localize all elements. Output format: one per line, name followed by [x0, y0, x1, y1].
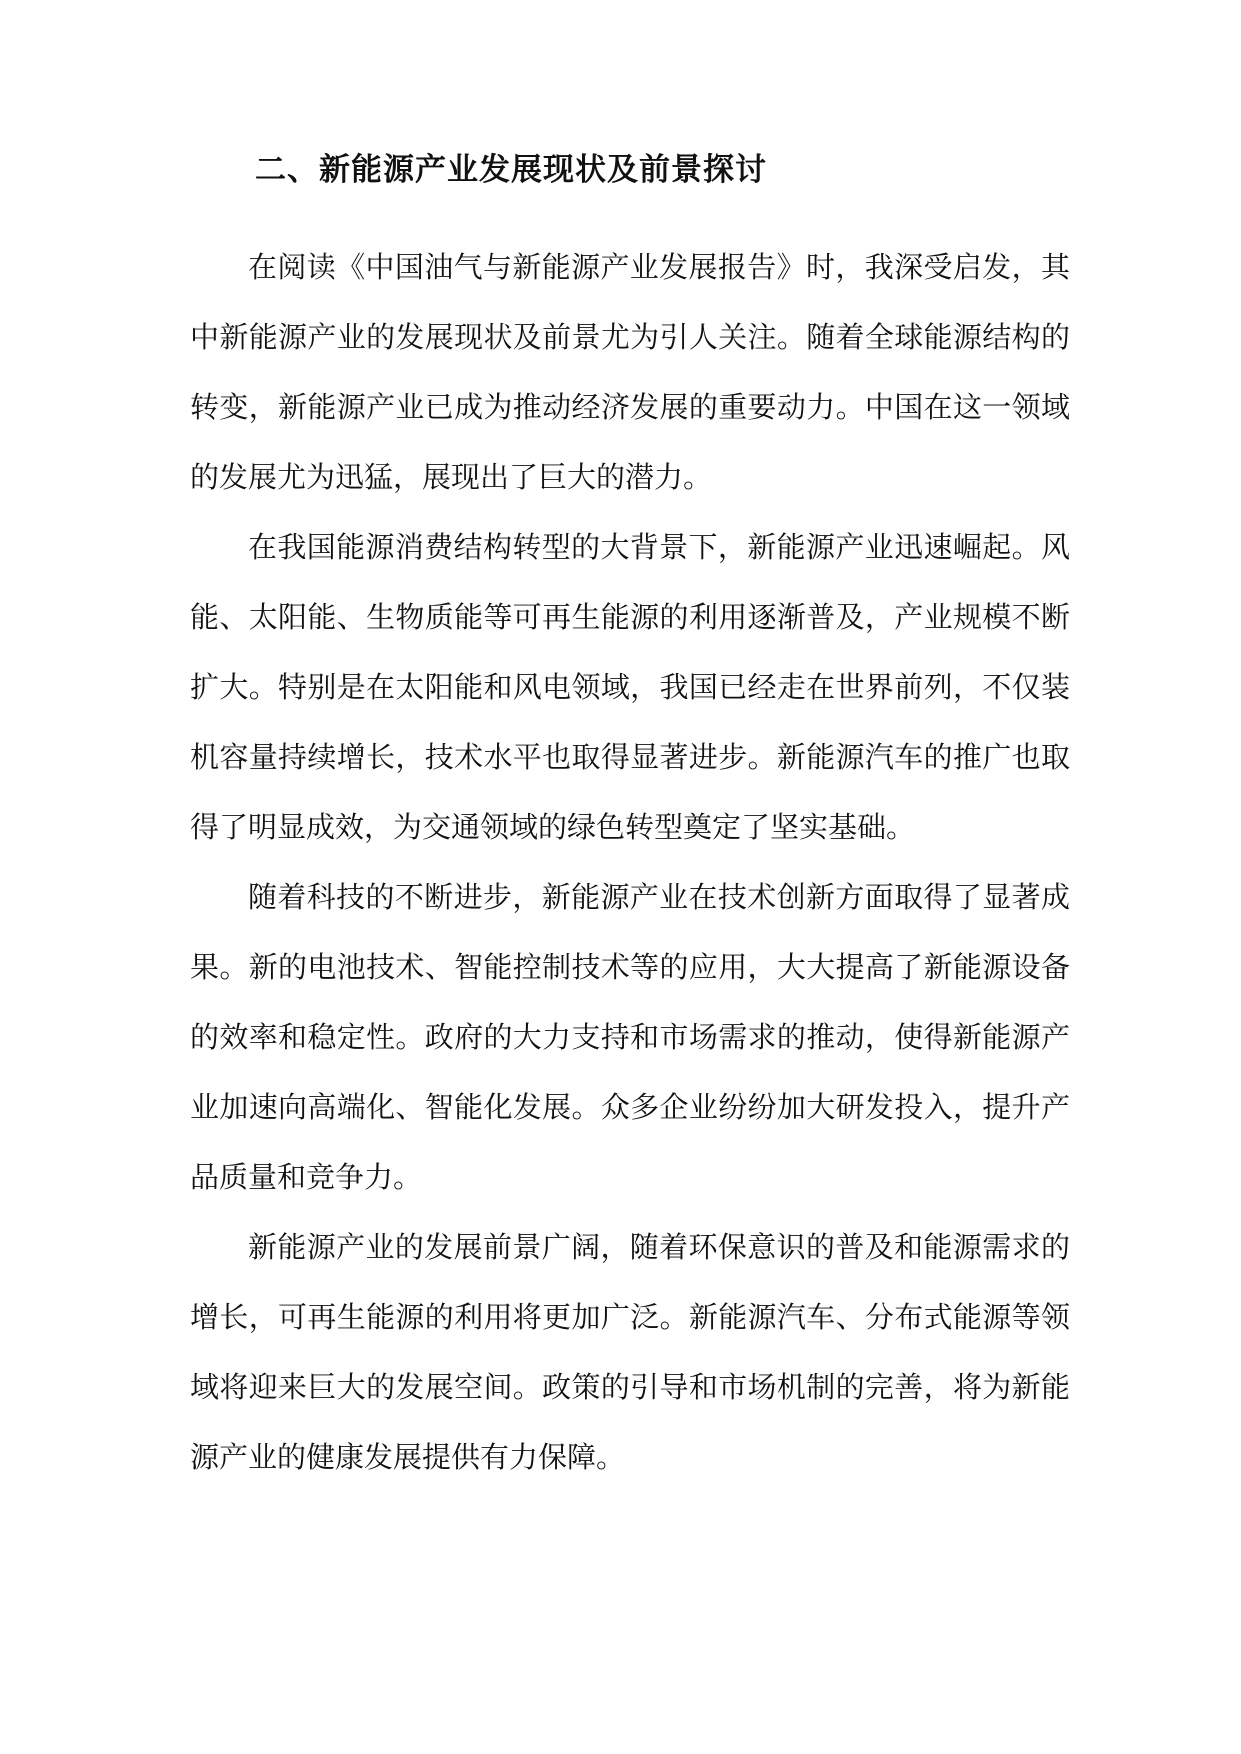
paragraph-line: 在我国能源消费结构转型的大背景下，新能源产业迅速崛起。风	[248, 530, 1070, 564]
paragraph-4	[190, 1212, 1070, 1492]
body-text	[190, 232, 1070, 1492]
paragraph-line: 在阅读《中国油气与新能源产业发展报告》时，我深受启发，其	[248, 250, 1070, 284]
paragraph-line: 能、太阳能、生物质能等可再生能源的利用逐渐普及，产业规模不断	[190, 600, 1070, 634]
paragraph-line: 业加速向高端化、智能化发展。众多企业纷纷加大研发投入，提升产	[190, 1090, 1070, 1124]
paragraph-line: 果。新的电池技术、智能控制技术等的应用，大大提高了新能源设备	[190, 950, 1070, 984]
paragraph-line: 品质量和竞争力。	[190, 1160, 423, 1194]
paragraph-2	[190, 512, 1070, 862]
paragraph-line: 转变，新能源产业已成为推动经济发展的重要动力。中国在这一领域	[190, 390, 1070, 424]
paragraph-line: 扩大。特别是在太阳能和风电领域，我国已经走在世界前列，不仅装	[190, 670, 1070, 704]
paragraph-1	[190, 232, 1070, 512]
paragraph-line: 的发展尤为迅猛，展现出了巨大的潜力。	[190, 460, 713, 494]
paragraph-line: 随着科技的不断进步，新能源产业在技术创新方面取得了显著成	[248, 880, 1070, 914]
section-heading: 二、新能源产业发展现状及前景探讨	[255, 152, 767, 188]
paragraph-line: 机容量持续增长，技术水平也取得显著进步。新能源汽车的推广也取	[190, 740, 1070, 774]
paragraph-3	[190, 862, 1070, 1212]
paragraph-line: 中新能源产业的发展现状及前景尤为引人关注。随着全球能源结构的	[190, 320, 1070, 354]
paragraph-line: 的效率和稳定性。政府的大力支持和市场需求的推动，使得新能源产	[190, 1020, 1070, 1054]
paragraph-line: 增长，可再生能源的利用将更加广泛。新能源汽车、分布式能源等领	[190, 1300, 1070, 1334]
paragraph-line: 得了明显成效，为交通领域的绿色转型奠定了坚实基础。	[190, 810, 916, 844]
paragraph-line: 域将迎来巨大的发展空间。政策的引导和市场机制的完善，将为新能	[190, 1370, 1070, 1404]
paragraph-line: 新能源产业的发展前景广阔，随着环保意识的普及和能源需求的	[248, 1230, 1070, 1264]
paragraph-line: 源产业的健康发展提供有力保障。	[190, 1440, 626, 1474]
